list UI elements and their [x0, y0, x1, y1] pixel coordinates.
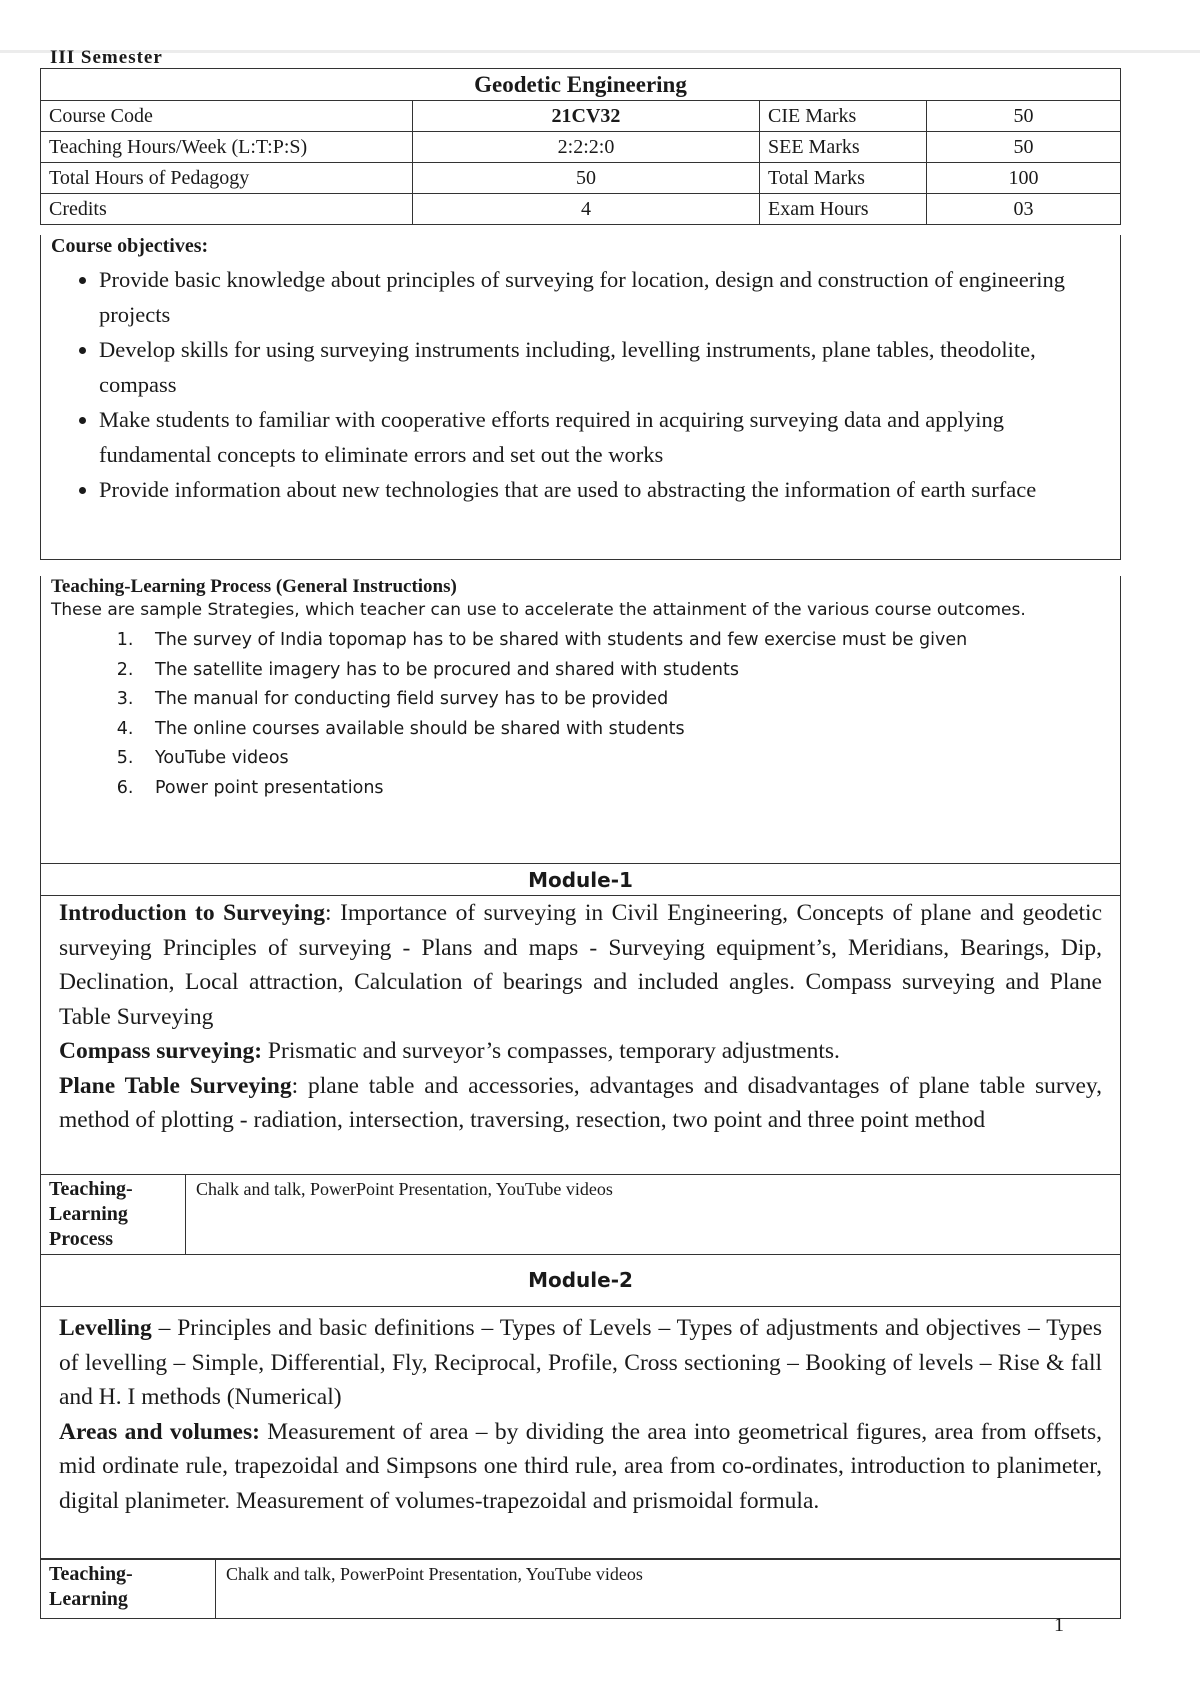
topic-heading: Introduction to Surveying [59, 900, 326, 926]
module2-heading: Module-2 [40, 1255, 1121, 1307]
teaching-label: Teaching-Learning [41, 1560, 216, 1618]
module1-heading: Module-1 [40, 864, 1121, 896]
list-item: 2. The satellite imagery has to be procured and shared with students [139, 656, 1110, 686]
course-title: Geodetic Engineering [41, 69, 1121, 101]
course-row [41, 163, 1121, 194]
top-divider [0, 50, 1200, 53]
module1-content [40, 896, 1121, 1175]
row-label2: SEE Marks [760, 132, 927, 163]
module2-teaching-row [40, 1559, 1121, 1619]
row-value: 2:2:2:0 [413, 132, 760, 163]
module1-paragraph [59, 1034, 1102, 1069]
topic-heading: Plane Table Surveying [59, 1072, 292, 1099]
topic-heading: Levelling [59, 1315, 152, 1341]
module1-teaching-row [40, 1175, 1121, 1255]
topic-text: Measurement of area – by dividing the area into geometrical figures, area from offsets, mid ordinate rule, trapezoidal and Simpsons one third rule, area from co-ordinates, introduction to planimeter, digital planimeter. Measurement of volumes-trapezoidal and prismoidal formula. [59, 1418, 1102, 1514]
row-value2: 100 [927, 163, 1121, 194]
row-value2: 50 [927, 101, 1121, 132]
topic-text: : Importance of surveying in Civil Engineering, Concepts of plane and geodetic surveying Principles of surveying - Plans and maps - Surveying equipment’s, Meridians, Bearings, Dip, Declination, Local attraction, Calculation of bearings and included angles. Compass surveying and Plane Table Surveying [59, 900, 1102, 1030]
course-info-table [40, 68, 1121, 225]
module2-paragraph [59, 1311, 1102, 1415]
topic-text: – Principles and basic definitions – Types of Levels – Types of adjustments and objectives – Types of levelling – Simple, Differential, Fly, Reciprocal, Profile, Cross sectioning – Booking of levels – Rise & fall and H. I methods (Numerical) [59, 1315, 1102, 1410]
row-label: Credits [41, 194, 413, 225]
row-value2: 50 [927, 132, 1121, 163]
course-objectives-section [40, 235, 1121, 560]
module2-content [40, 1307, 1121, 1559]
teaching-learning-section [40, 576, 1121, 864]
list-item: • Develop skills for using surveying instruments including, levelling instruments, plane tables, theodolite, compass [99, 332, 1110, 402]
row-value: 50 [413, 163, 760, 194]
syllabus-sheet [40, 68, 1120, 1619]
row-label: Teaching Hours/Week (L:T:P:S) [41, 132, 413, 163]
list-item: 1. The survey of India topomap has to be shared with students and few exercise must be given [139, 626, 1110, 656]
row-value: 4 [413, 194, 760, 225]
list-item: 3. The manual for conducting field survey has to be provided [139, 685, 1110, 715]
module1-paragraph [59, 1069, 1102, 1138]
list-item: 4. The online courses available should be shared with students [139, 715, 1110, 745]
list-item: 5. YouTube videos [139, 744, 1110, 774]
topic-text: : plane table and accessories, advantages and disadvantages of plane table survey, method of plotting - radiation, intersection, traversing, resection, two point and three point method [59, 1072, 1102, 1133]
teaching-value: Chalk and talk, PowerPoint Presentation, YouTube videos [226, 1564, 643, 1584]
course-row [41, 101, 1121, 132]
semester-label: III Semester [50, 47, 163, 64]
teaching-label: Teaching-Learning Process [41, 1175, 186, 1254]
tlp-intro: These are sample Strategies, which teacher can use to accelerate the attainment of the various course outcomes. [51, 600, 1026, 620]
module1-paragraph [59, 896, 1102, 1034]
row-value: 21CV32 [413, 101, 760, 132]
objectives-heading: Course objectives: [51, 235, 209, 257]
row-value2: 03 [927, 194, 1121, 225]
course-row [41, 194, 1121, 225]
teaching-value: Chalk and talk, PowerPoint Presentation, YouTube videos [196, 1179, 613, 1199]
objectives-list [51, 262, 1110, 507]
list-item: • Provide basic knowledge about principles of surveying for location, design and construction of engineering projects [99, 262, 1110, 332]
tlp-heading: Teaching-Learning Process (General Instructions) [51, 576, 457, 597]
topic-heading: Areas and volumes: [59, 1418, 260, 1445]
row-label2: Total Marks [760, 163, 927, 194]
topic-text: Prismatic and surveyor’s compasses, temporary adjustments. [262, 1038, 840, 1064]
row-label: Total Hours of Pedagogy [41, 163, 413, 194]
row-label2: Exam Hours [760, 194, 927, 225]
course-row [41, 132, 1121, 163]
list-item: 6. Power point presentations [139, 774, 1110, 804]
topic-heading: Compass surveying: [59, 1038, 263, 1064]
row-label: Course Code [41, 101, 413, 132]
list-item: • Make students to familiar with cooperative efforts required in acquiring surveying data and applying fundamental concepts to eliminate errors and set out the works [99, 402, 1110, 472]
row-label2: CIE Marks [760, 101, 927, 132]
list-item: • Provide information about new technologies that are used to abstracting the information of earth surface [99, 472, 1110, 507]
module2-paragraph [59, 1415, 1102, 1519]
page-number: 1 [1054, 1614, 1064, 1636]
tlp-list [51, 626, 1110, 803]
